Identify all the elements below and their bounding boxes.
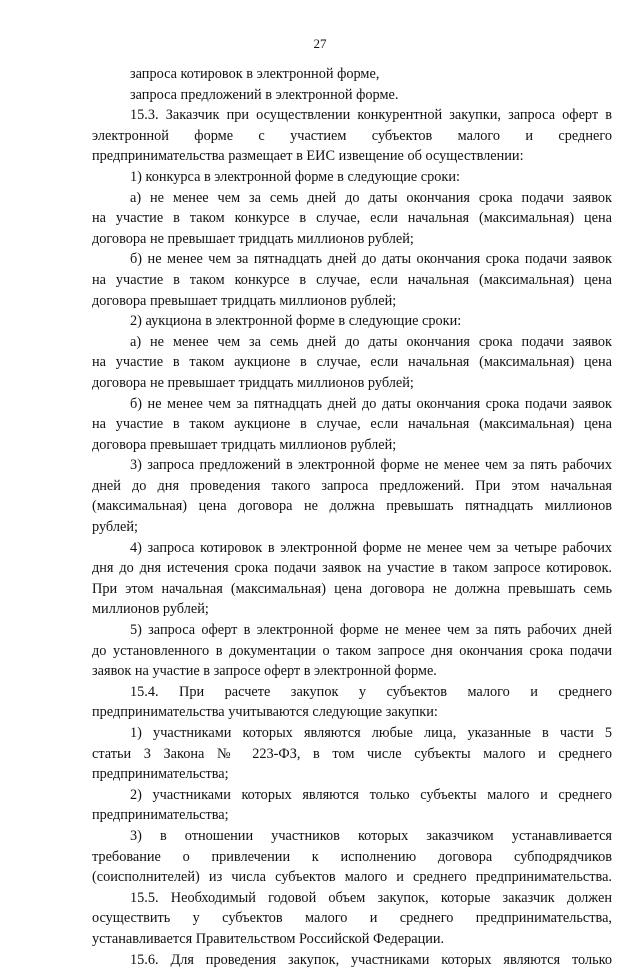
text-line: заявок на участие в запросе оферт в электронной форме. [92,663,437,680]
text-line: предпринимательства; [92,766,229,783]
text-line: предпринимательства учитываются следующие закупки: [92,704,438,721]
text-line: договора превышает тридцать миллионов рублей; [92,292,397,309]
text-line: б) не менее чем за пятнадцать дней до даты окончания срока подачи заявок [130,251,612,268]
text-line: (максимальная) цена договора не должна превышать пятнадцать миллионов [92,498,612,515]
text-line: электронной форме с участием субъектов малого и среднего [92,127,612,144]
text-line: статьи 3 Закона № 223-ФЗ, в том числе субъекты малого и среднего [92,745,612,762]
text-line: предпринимательства; [92,807,229,824]
text-line: 15.5. Необходимый годовой объем закупок, которые заказчик должен [130,889,612,906]
text-line: а) не менее чем за семь дней до даты окончания срока подачи заявок [130,189,612,206]
text-line: дня до дня истечения срока подачи заявок на участие в таком запросе котировок. [92,560,612,577]
text-line: рублей; [92,519,138,536]
text-line: требование о привлечении к исполнению договора субподрядчиков [92,848,612,865]
text-line: а) не менее чем за семь дней до даты окончания срока подачи заявок [130,333,612,350]
text-line: 1) конкурса в электронной форме в следующие сроки: [130,168,460,185]
text-line: 4) запроса котировок в электронной форме не менее чем за четыре рабочих [130,539,612,556]
text-line: 15.6. Для проведения закупок, участниками которых являются только [130,951,612,968]
page-number: 27 [313,36,327,51]
text-line: 5) запроса оферт в электронной форме не менее чем за пять рабочих дней [130,622,612,639]
text-line: 1) участниками которых являются любые лица, указанные в части 5 [130,725,612,741]
text-line: на участие в таком аукционе в случае, если начальная (максимальная) цена [92,354,612,371]
text-line: на участие в таком аукционе в случае, если начальная (максимальная) цена [92,416,612,433]
text-line: договора не превышает тридцать миллионов рублей; [92,374,414,391]
text-line: договора превышает тридцать миллионов рублей; [92,436,397,453]
text-line: договора не превышает тридцать миллионов рублей; [92,230,414,247]
text-line: на участие в таком конкурсе в случае, если начальная (максимальная) цена [92,271,612,288]
text-line: 15.4. При расчете закупок у субъектов малого и среднего [130,683,612,700]
text-line: 15.3. Заказчик при осуществлении конкурентной закупки, запроса оферт в [130,107,612,124]
text-line: устанавливается Правительством Российской Федерации. [92,930,445,947]
text-line: 3) в отношении участников которых заказчиком устанавливается [130,827,612,844]
text-line: б) не менее чем за пятнадцать дней до даты окончания срока подачи заявок [130,395,612,412]
text-line: запроса котировок в электронной форме, [130,66,380,82]
text-line: осуществить у субъектов малого и среднего предпринимательства, [92,910,612,927]
text-line: (соисполнителей) из числа субъектов малого и среднего предпринимательства. [92,869,612,886]
text-line: 2) участниками которых являются только субъекты малого и среднего [130,786,612,803]
document-body [92,64,612,970]
text-line: миллионов рублей; [92,601,209,618]
text-line: запроса предложений в электронной форме. [130,86,399,103]
text-line: При этом начальная (максимальная) цена договора не должна превышать семь [92,580,612,597]
text-line: предпринимательства размещает в ЕИС извещение об осуществлении: [92,148,524,165]
text-line: до установленного в документации о таком запросе дня окончания срока подачи [92,642,612,659]
text-line: на участие в таком конкурсе в случае, если начальная (максимальная) цена [92,210,612,227]
text-line: дней до дня проведения такого запроса предложений. При этом начальная [92,477,612,494]
text-line: 2) аукциона в электронной форме в следующие сроки: [130,313,462,330]
text-line: 3) запроса предложений в электронной форме не менее чем за пять рабочих [130,457,612,474]
